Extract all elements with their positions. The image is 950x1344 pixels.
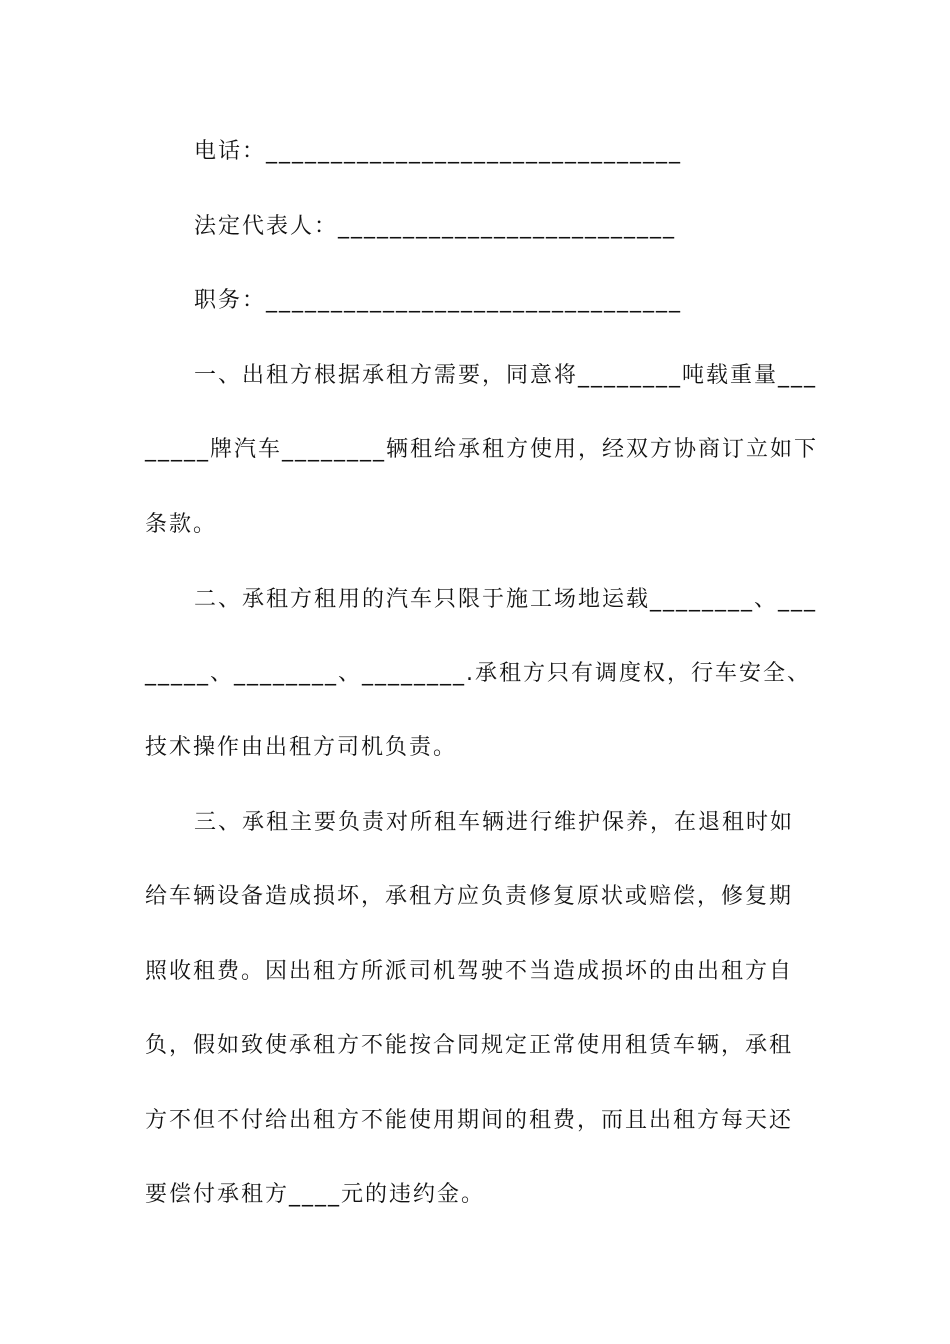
phone-blank: ________________________________ bbox=[266, 139, 683, 164]
position-label: 职务： bbox=[194, 288, 267, 313]
clause-1-line-2: _____牌汽车________辆租给承租方使用，经双方协商订立如下 bbox=[145, 437, 819, 462]
legal-representative-blank: __________________________ bbox=[338, 214, 677, 239]
position-field bbox=[194, 284, 682, 318]
clause-3-line-2: 给车辆设备造成损坏，承租方应负责修复原状或赔偿，修复期 bbox=[145, 884, 794, 909]
clause-1-line-1: 一、出租方根据承租方需要，同意将________吨载重量___ bbox=[194, 363, 818, 388]
clause-3-line-6: 要偿付承租方____元的违约金。 bbox=[145, 1182, 486, 1207]
clause-3-line-1: 三、承租主要负责对所租车辆进行维护保养，在退租时如 bbox=[194, 810, 795, 835]
clause-3-line-5: 方不但不付给出租方不能使用期间的租费，而且出租方每天还 bbox=[145, 1108, 794, 1133]
clause-3-line-3: 照收租费。因出租方所派司机驾驶不当造成损坏的由出租方自 bbox=[145, 959, 794, 984]
legal-representative-field bbox=[194, 210, 676, 244]
clause-3-line-4: 负，假如致使承租方不能按合同规定正常使用租赁车辆，承租 bbox=[145, 1033, 794, 1058]
clause-2-line-1: 二、承租方租用的汽车只限于施工场地运载________、___ bbox=[194, 587, 818, 612]
clause-2-line-2: _____、________、________.承租方只有调度权，行车安全、 bbox=[145, 661, 811, 686]
phone-label: 电话： bbox=[194, 139, 267, 164]
legal-representative-label: 法定代表人： bbox=[194, 214, 339, 239]
clause-1-line-3: 条款。 bbox=[145, 512, 218, 537]
position-blank: ________________________________ bbox=[266, 288, 683, 313]
clause-2-line-3: 技术操作由出租方司机负责。 bbox=[145, 735, 458, 760]
phone-field bbox=[194, 135, 682, 169]
